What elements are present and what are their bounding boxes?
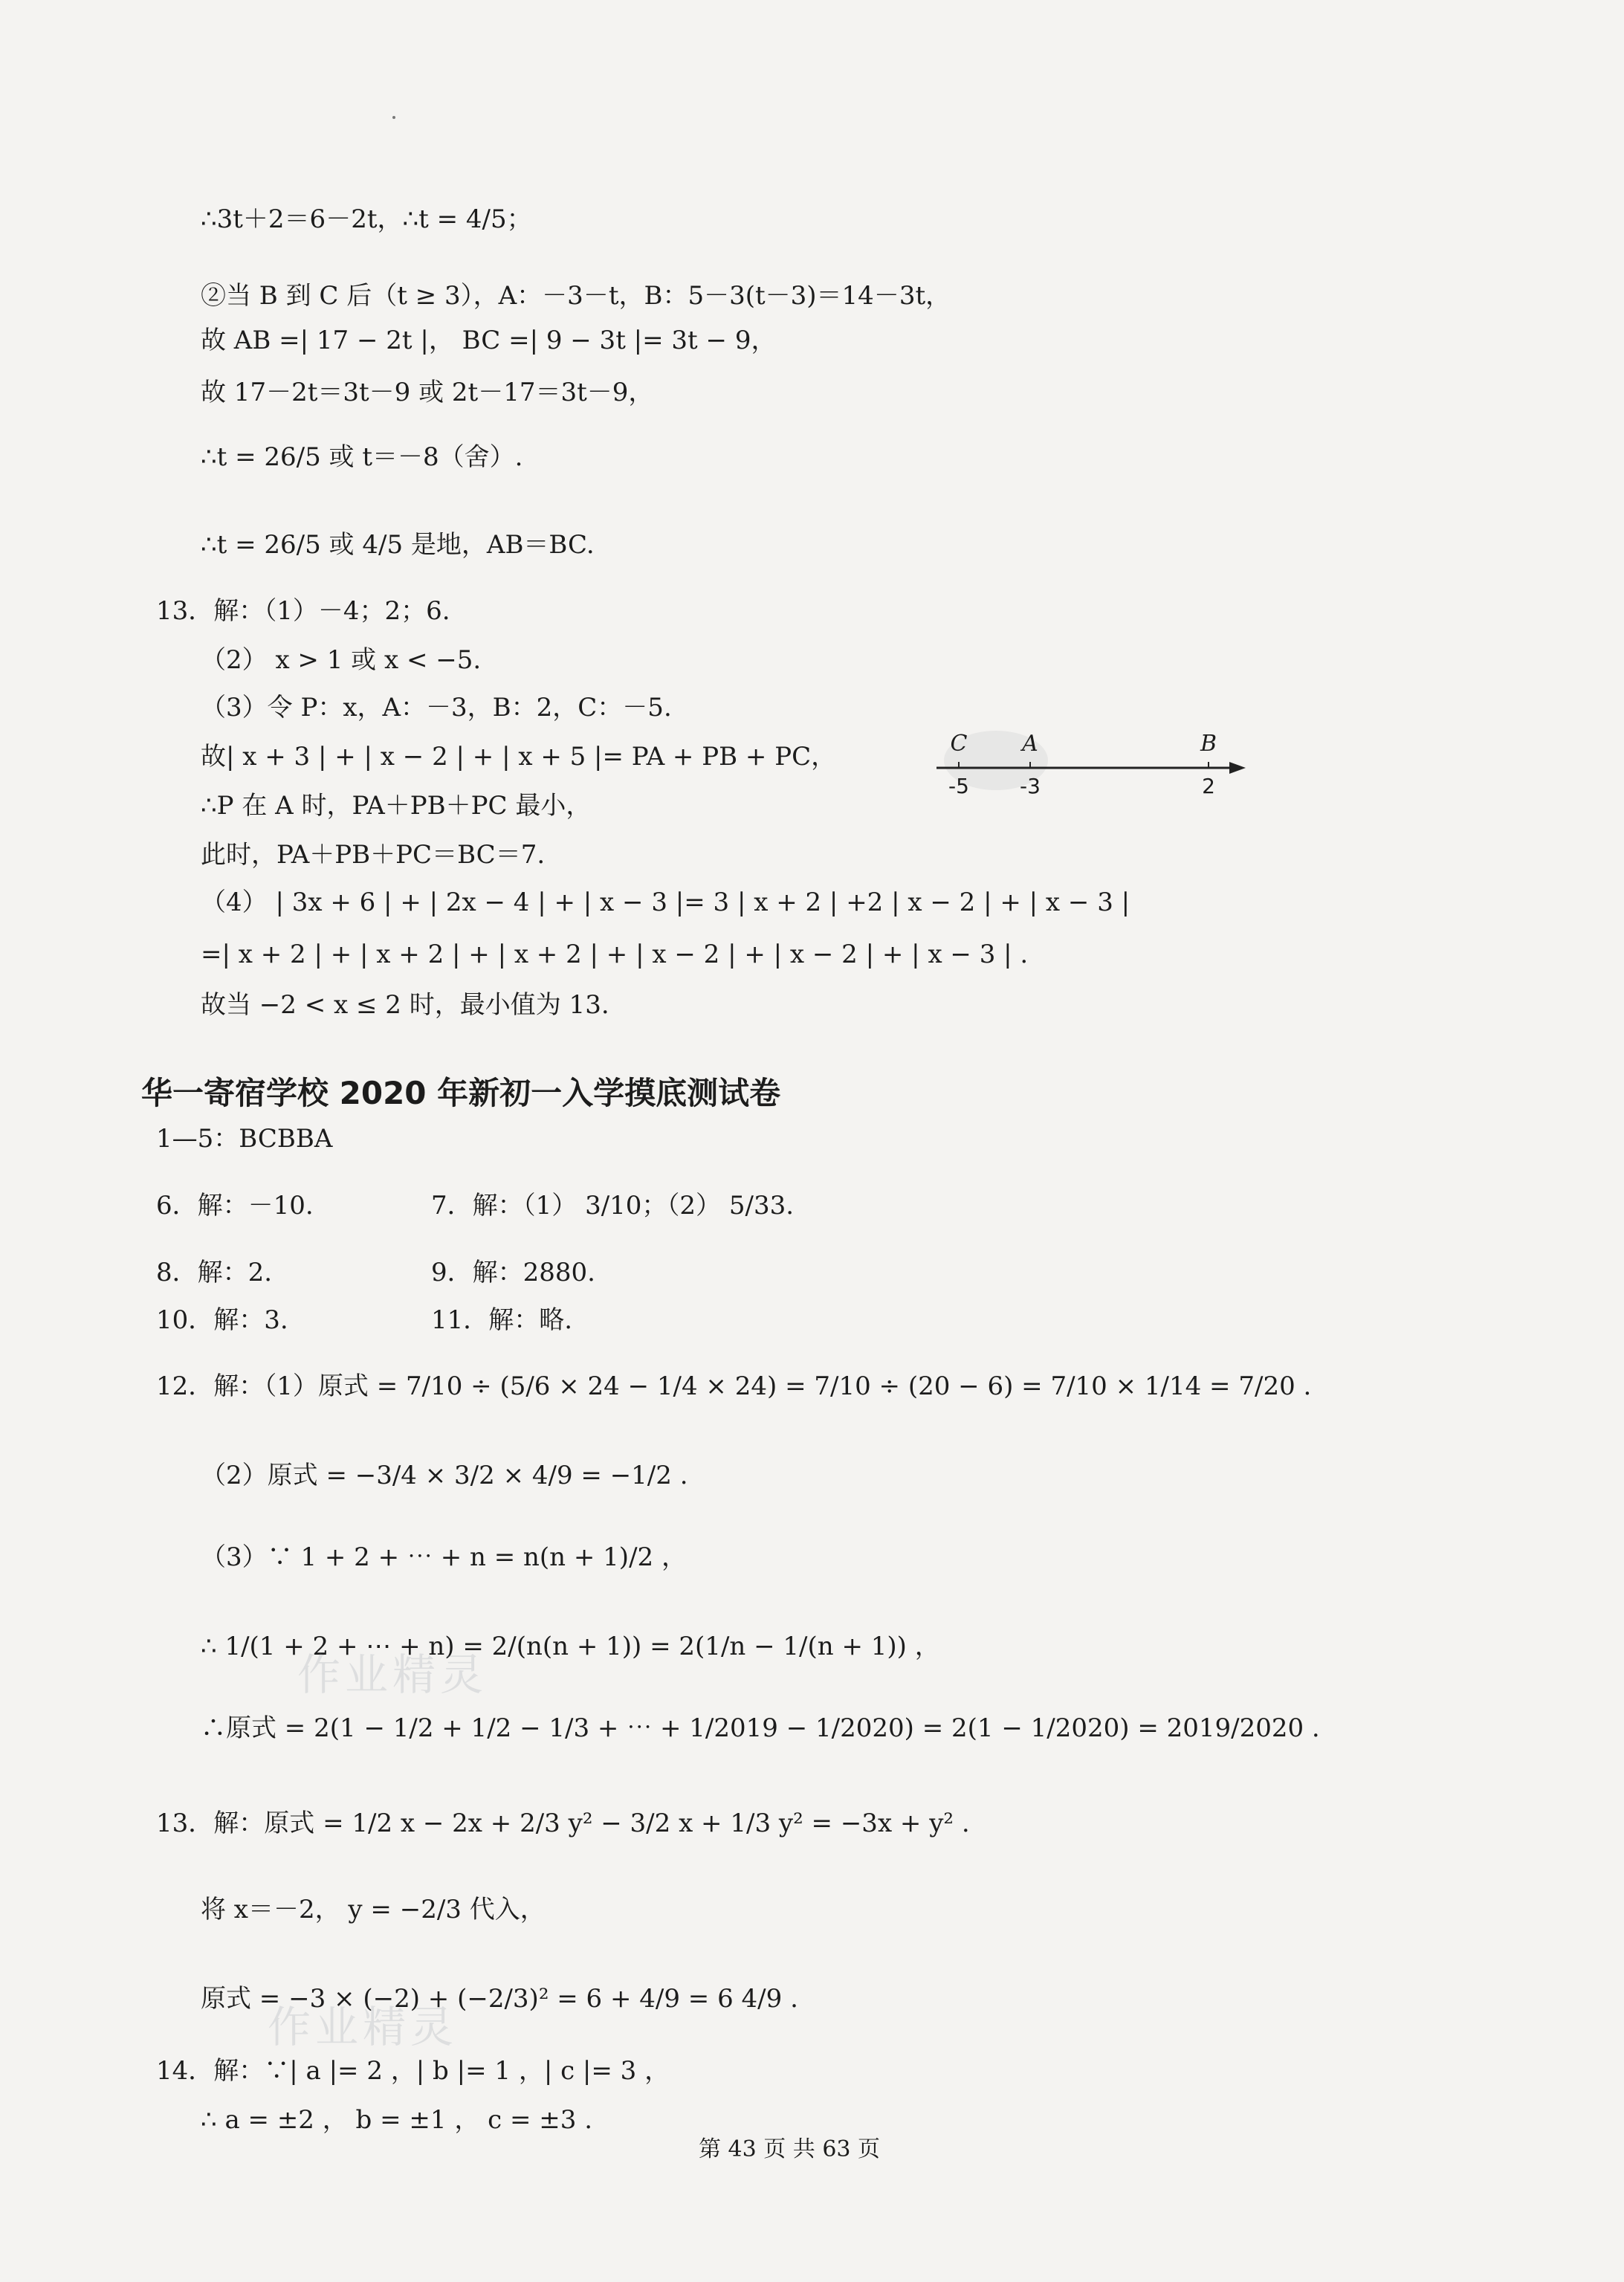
text-line-27: ∴原式 = 2(1 − 1/2 + 1/2 − 1/3 + ⋯ + 1/2019 − 1/2020) = 2(1 − 1/2020) = 2019/2020 .: [201, 1713, 1320, 1743]
text-line-14: =| x + 2 | + | x + 2 | + | x + 2 | + | x − 2 | + | x − 2 | + | x − 3 | .: [201, 940, 1029, 969]
text-line-8: （2） x > 1 或 x < −5.: [201, 645, 482, 675]
text-line-24: （2）原式 = −3/4 × 3/2 × 4/9 = −1/2 .: [201, 1461, 688, 1490]
text-line-6: ∴t = 26/5 或 4/5 是地，AB＝BC.: [201, 530, 595, 560]
tick-label-b: 2: [1202, 774, 1215, 798]
text-line-28: 13．解：原式 = 1/2 x − 2x + 2/3 y² − 3/2 x + 1/3 y² = −3x + y² .: [156, 1809, 970, 1838]
text-line-12: 此时，PA＋PB＋PC＝BC＝7.: [201, 840, 546, 870]
point-label-a: A: [1022, 731, 1038, 757]
watermark: 作业精灵: [268, 2002, 459, 2052]
text-line-20: 9．解：2880.: [431, 1258, 595, 1287]
text-line-18: 7．解：（1） 3/10；（2） 5/33.: [431, 1191, 795, 1221]
scan-speck: [392, 116, 395, 119]
point-label-b: B: [1200, 731, 1217, 757]
text-line-9: （3）令 P：x，A：－3，B：2，C：－5.: [201, 693, 672, 723]
tick-label-a: -3: [1020, 774, 1041, 798]
section-title: 华一寄宿学校 2020 年新初一入学摸底测试卷: [141, 1075, 781, 1111]
text-line-4: 故 17－2t＝3t－9 或 2t－17＝3t－9，: [201, 378, 654, 407]
text-line-5: ∴t = 26/5 或 t＝－8（舍）.: [201, 442, 523, 472]
number-line-arrow: [1229, 762, 1246, 774]
text-line-10: 故| x + 3 | + | x − 2 | + | x + 5 |= PA + PB + PC，: [201, 742, 837, 772]
text-line-3: 故 AB =| 17 − 2t |， BC =| 9 − 3t |= 3t − 9，: [201, 326, 777, 355]
text-line-25: （3）∵ 1 + 2 + ⋯ + n = n(n + 1)/2 ，: [201, 1542, 687, 1572]
text-line-23: 12．解：（1）原式 = 7/10 ÷ (5/6 × 24 − 1/4 × 24) = 7/10 ÷ (20 − 6) = 7/10 × 1/14 = 7/20 .: [156, 1371, 1312, 1401]
text-line-19: 8．解：2.: [156, 1258, 273, 1287]
text-line-22: 11．解：略.: [431, 1305, 573, 1335]
text-line-21: 10．解：3.: [156, 1305, 288, 1335]
page-footer: 第 43 页 共 63 页: [699, 2136, 881, 2162]
text-line-2: ②当 B 到 C 后（t ≥ 3），A：－3－t，B：5－3(t－3)＝14－3t，: [201, 281, 951, 311]
text-line-16: 1—5：BCBBA: [156, 1124, 333, 1154]
text-line-32: ∴ a = ±2 ， b = ±1 ， c = ±3 .: [201, 2105, 593, 2135]
text-line-11: ∴P 在 A 时，PA＋PB＋PC 最小，: [201, 791, 592, 821]
watermark: 作业精灵: [297, 1649, 488, 1700]
text-line-29: 将 x＝－2， y = −2/3 代入，: [201, 1895, 546, 1924]
text-line-1: ∴3t＋2＝6－2t，∴t = 4/5；: [201, 204, 532, 234]
text-line-7: 13．解：（1）－4；2；6.: [156, 596, 450, 626]
number-line-figure: [914, 710, 1271, 799]
point-label-c: C: [950, 731, 968, 757]
text-line-31: 14．解：∵| a |= 2 ，| b |= 1 ，| c |= 3 ，: [156, 2056, 670, 2086]
text-line-30: 原式 = −3 × (−2) + (−2/3)² = 6 + 4/9 = 6 4/9 .: [201, 1984, 798, 2014]
text-line-17: 6．解：－10.: [156, 1191, 314, 1221]
text-line-13: （4） | 3x + 6 | + | 2x − 4 | + | x − 3 |= 3 | x + 2 | +2 | x − 2 | + | x − 3 |: [201, 888, 1130, 917]
tick-label-c: -5: [948, 774, 969, 798]
text-line-15: 故当 −2 < x ≤ 2 时，最小值为 13.: [201, 990, 609, 1020]
text-line-26: ∴ 1/(1 + 2 + ⋯ + n) = 2/(n(n + 1)) = 2(1/n − 1/(n + 1)) ，: [201, 1632, 940, 1661]
